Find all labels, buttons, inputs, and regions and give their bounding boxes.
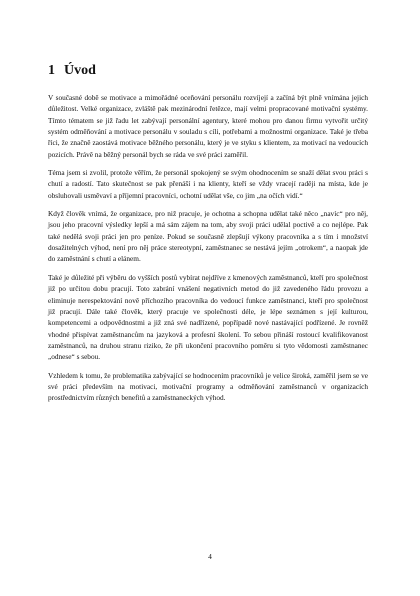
paragraph-2: Téma jsem si zvolil, protože věřím, že personál spokojený se svým ohodnocením se snaží dělat svou práci s chutí a radostí. Tato skutečnost se pak přenáší i na klienty, kteří se vždy vracejí raději na místa, kde je obsluhovali usměvaví a příjemní pracovníci, ochotní udělat vše, co jim „na očích vidí.“: [48, 168, 368, 200]
paragraph-5: Vzhledem k tomu, že problematika zabývající se hodnocením pracovníků je velice široká, zaměřil jsem se ve své práci především na motivaci, motivační programy a odměňování zaměstnanců v organizacích prostřednictvím různých benefitů a zaměstnaneckých výhod.: [48, 370, 368, 403]
section-number: 1: [48, 63, 55, 78]
paragraph-4: Také je důležité při výběru do vyšších postů vybírat nejdříve z kmenových zaměstnanců, kteří pro společnost již po určitou dobu pracují. Toto zabrání vnášení negativních metod do již zavedeného řádu provozu a eliminuje nerespektování nově příchozího pracovníka do vedoucí funkce zaměstnanci, kteří pro společnost již pracují. Dále také člověk, který pracuje ve společnosti déle, je lépe seznámen s její kulturou, kompetencemi a odpovědnostmi a již zná své nadřízené, popřípadě nové nastávající podřízené. Je rovněž vhodné přispívat zaměstnancům na jazyková a profesní školení. To sebou přináší rostoucí kvalifikovanost zaměstnanců, na druhou stranu riziko, že při ukončení pracovního poměru si tyto vědomosti zaměstnanec „odnese“ s sebou.: [48, 272, 368, 362]
page-number: 4: [208, 552, 212, 561]
section-title: Úvod: [64, 63, 96, 78]
paragraph-3: Když člověk vnímá, že organizace, pro niž pracuje, je ochotna a schopna udělat také něco „navíc“ pro něj, jsou jeho pracovní výsledky lepší a má sám zájem na tom, aby svoji práci udělal poctivě a co nejlépe. Pak také nedělá svoji práci jen pro peníze. Pokud se současně zlepšují výkony pracovníka a s tím i množství dosažitelných výhod, není pro něj práce stereotypní, zaměstnanec se nestává jejím „otrokem“, a naopak jde do zaměstnání s chutí a elánem.: [48, 209, 368, 264]
paragraph-1: V současné době se motivace a mimořádné oceňování personálu rozvíjejí a začíná být plně vnímána jejich důležitost. Velké organizace, zvláště pak mezinárodní řetězce, mají velmi propracované motivační systémy. Tímto tématem se již řadu let zabývají personální agentury, které mohou pro danou firmu vytvořit určitý systém odměňování a motivace personálu v souladu s cíli, potřebami a možnostmi organizace. Také je třeba říci, že značně zaostává motivace běžného personálu, který je ve styku s klientem, za motivací na vedoucích pozicích. Právě na běžný personál bych se ráda ve své práci zaměřil.: [48, 93, 368, 159]
section-heading: [48, 62, 368, 79]
